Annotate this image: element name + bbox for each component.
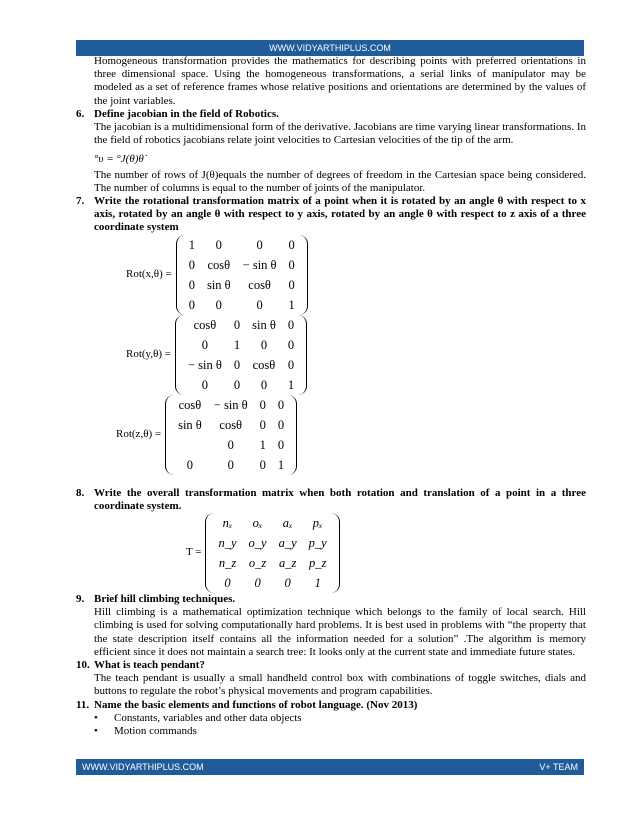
rot-x-cell-0-1: 0 [215, 237, 222, 252]
rot-y-label: Rot(y,θ) = [126, 348, 171, 361]
rot-z-cell-0-2: 0 [259, 397, 266, 412]
q9-answer: Hill climbing is a mathematical optimization technique which belongs to the family of local search. Hill climbing is used for solving computationally hard problems. It is best used in problems with “the property that the state description itself contains all the information needed for a solution” .The algorithm is memory efficient since it does not maintain a search tree: It looks only at the current state and immediate future states. [94, 606, 586, 658]
rot-z-cell-0-0: cosθ [178, 397, 202, 412]
q6-number: 6. [76, 107, 85, 120]
rot-x-cell-2-3: 0 [288, 277, 295, 292]
rot-z-cell-2-2: 1 [259, 437, 266, 452]
rot-z-cell-1-1: cosθ [219, 417, 243, 432]
t-cell-0-0: nₓ [222, 516, 233, 531]
q11-number: 11. [76, 698, 90, 711]
q6-answer2: The number of rows of J(θ)equals the number of degrees of freedom in the Cartesian space being considered. The number of columns is equal to the number of joints of the manipulator. [94, 168, 586, 194]
rot-y-matrix [175, 315, 307, 395]
q8-title: Write the overall transformation matrix when both rotation and translation of a point in a three coordinate system. [94, 486, 586, 512]
rot-y-cell-2-3: 0 [287, 357, 295, 372]
rot-x-cell-0-0: 1 [188, 237, 195, 252]
q11-bullet-1: • Constants, variables and other data objects [76, 712, 586, 725]
t-cell-1-0: n_y [218, 536, 237, 551]
footer-site-link[interactable]: WWW.VIDYARTHIPLUS.COM [82, 762, 204, 772]
rot-x-cell-1-3: 0 [288, 257, 295, 272]
rot-z-cell-3-1: 0 [227, 457, 234, 472]
question-7 [76, 195, 586, 475]
rot-z-cell-1-3: 0 [277, 417, 285, 432]
rot-y-cell-2-2: cosθ [252, 357, 276, 372]
rot-x-cell-3-0: 0 [188, 297, 195, 312]
q11-bullet-2: • Motion commands [76, 725, 586, 738]
q11-title: Name the basic elements and functions of robot language. (Nov 2013) [94, 698, 418, 711]
t-block [186, 513, 586, 593]
rot-y-cell-1-3: 0 [287, 337, 295, 352]
t-cell-3-1: 0 [254, 576, 261, 591]
rot-x-cell-1-0: 0 [188, 257, 195, 272]
question-8 [76, 487, 586, 593]
t-cell-3-0: 0 [224, 576, 231, 591]
q9-title: Brief hill climbing techniques. [94, 593, 236, 606]
q10-title: What is teach pendant? [94, 659, 205, 672]
rot-x-cell-2-1: sin θ [206, 277, 231, 292]
rot-z-cell-0-3: 0 [277, 397, 285, 412]
rot-x-cell-0-3: 0 [288, 237, 295, 252]
q7-number: 7. [76, 195, 85, 208]
question-9 [76, 593, 586, 659]
rot-y-cell-3-2: 0 [260, 377, 268, 392]
rot-x-cell-2-2: cosθ [248, 277, 271, 292]
question-10 [76, 659, 586, 699]
t-cell-1-1: o_y [248, 536, 267, 551]
rot-y-cell-0-1: 0 [233, 317, 241, 332]
rot-z-cell-0-1: − sin θ [213, 397, 248, 412]
rot-z-cell-3-0: 0 [186, 457, 194, 472]
rot-x-label: Rot(x,θ) = [126, 268, 172, 281]
rot-z-cell-3-3: 1 [277, 457, 285, 472]
rot-x-cell-2-0: 0 [188, 277, 195, 292]
q10-number: 10. [76, 659, 90, 672]
t-cell-2-1: o_z [248, 556, 267, 571]
rot-z-cell-2-3: 0 [277, 437, 285, 452]
rot-x-cell-3-1: 0 [215, 297, 222, 312]
rot-y-cell-0-3: 0 [287, 317, 295, 332]
rot-y-cell-0-2: sin θ [252, 317, 276, 332]
rot-z-matrix [165, 395, 297, 475]
rot-y-block [126, 315, 586, 395]
rot-x-cell-3-2: 0 [256, 297, 263, 312]
rot-z-cell-1-2: 0 [259, 417, 266, 432]
q7-title: Write the rotational transformation matrix of a point when it is rotated by an angle θ with respect to x axis, rotated by an angle θ with respect to y axis, rotated by an angle θ with respect to z axis of a three coordinate system [94, 195, 586, 234]
rot-y-cell-2-0: − sin θ [187, 357, 222, 372]
rot-x-block [126, 235, 586, 315]
q9-number: 9. [76, 593, 85, 606]
footer-bar [76, 759, 584, 775]
q8-number: 8. [76, 486, 85, 499]
rot-x-cell-1-2: − sin θ [242, 257, 277, 272]
t-cell-2-2: a_z [278, 556, 297, 571]
t-label: T = [186, 546, 202, 559]
t-cell-3-3: 1 [314, 576, 321, 591]
t-cell-1-2: a_y [278, 536, 297, 551]
t-cell-0-1: oₓ [252, 516, 263, 531]
header-bar [76, 40, 584, 56]
t-cell-0-3: pₓ [312, 516, 323, 531]
rot-y-cell-1-1: 1 [233, 337, 241, 352]
t-cell-0-2: aₓ [282, 516, 293, 531]
rot-y-cell-1-0: 0 [201, 337, 209, 352]
rot-z-block [116, 395, 586, 475]
header-site-link[interactable]: WWW.VIDYARTHIPLUS.COM [269, 43, 391, 53]
rot-x-cell-3-3: 1 [288, 297, 295, 312]
t-cell-3-2: 0 [284, 576, 291, 591]
t-matrix [205, 513, 339, 593]
question-6 [76, 108, 586, 195]
rot-x-cell-0-2: 0 [256, 237, 263, 252]
footer-team-label: V+ TEAM [539, 762, 578, 772]
rot-y-cell-3-1: 0 [233, 377, 241, 392]
intro-paragraph: Homogeneous transformation provides the mathematics for describing points with preferred orientations in three dimensional space. Using the homogeneous transformations, a serial links of manipulator may be modeled as a set of reference frames whose relative positions and orientations are determined by the values of the joint variables. [94, 55, 586, 107]
rot-z-label: Rot(z,θ) = [116, 428, 162, 441]
q6-answer: The jacobian is a multidimensional form of the derivative. Jacobians are time varying linear transformations. In the field of robotics jacobians relate joint velocities to Cartesian velocities of the tip of the arm. [94, 121, 586, 147]
rot-z-cell-2-1: 0 [227, 437, 234, 452]
rot-x-cell-1-1: cosθ [207, 257, 231, 272]
document-body [76, 55, 586, 738]
rot-y-cell-1-2: 0 [260, 337, 268, 352]
rot-z-cell-3-2: 0 [259, 457, 266, 472]
rot-y-cell-2-1: 0 [233, 357, 241, 372]
t-cell-2-0: n_z [218, 556, 237, 571]
t-cell-1-3: p_y [308, 536, 327, 551]
q6-title: Define jacobian in the field of Robotics. [94, 107, 279, 120]
rot-z-cell-2-0 [172, 435, 208, 455]
rot-y-cell-3-3: 1 [287, 377, 295, 392]
question-11 [76, 699, 586, 739]
q10-answer: The teach pendant is usually a small handheld control box with combinations of toggle switches, dials and buttons to regulate the robot’s physical movements and program capabilities. [94, 672, 586, 698]
rot-y-cell-3-0: 0 [201, 377, 209, 392]
rot-y-cell-0-0: cosθ [193, 317, 217, 332]
rot-z-cell-1-0: sin θ [178, 417, 202, 432]
t-cell-2-3: p_z [309, 556, 327, 571]
q6-equation: °υ = °J(θ)θ̇ [94, 153, 144, 166]
rot-x-matrix [176, 235, 308, 315]
